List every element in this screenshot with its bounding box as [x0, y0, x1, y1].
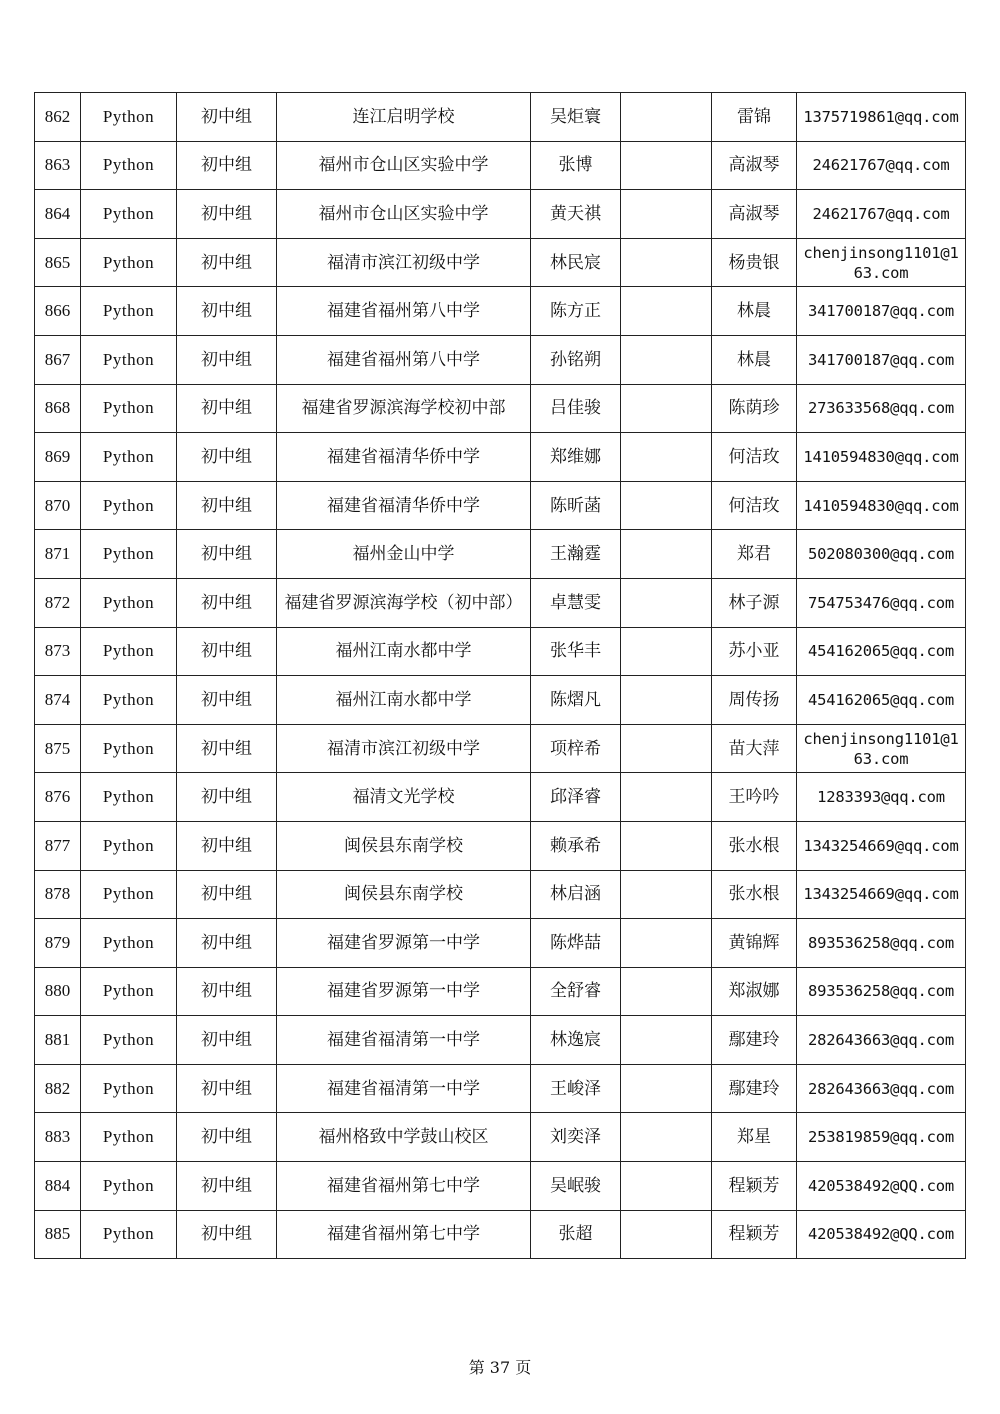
- teacher-cell: 周传扬: [712, 676, 797, 725]
- teacher-cell: 高淑琴: [712, 190, 797, 239]
- language-cell: Python: [81, 335, 177, 384]
- language-cell: Python: [81, 481, 177, 530]
- teacher-cell: 林子源: [712, 578, 797, 627]
- language-cell: Python: [81, 821, 177, 870]
- email-cell: 273633568@qq.com: [797, 384, 966, 433]
- language-cell: Python: [81, 1162, 177, 1211]
- entry-number-cell: 872: [35, 578, 81, 627]
- school-cell: 福建省福州第七中学: [277, 1162, 531, 1211]
- school-cell: 福建省罗源滨海学校初中部: [277, 384, 531, 433]
- email-cell: chenjinsong1101@163.com: [797, 724, 966, 773]
- entry-number-cell: 876: [35, 773, 81, 822]
- teacher-cell: 高淑琴: [712, 141, 797, 190]
- entry-number-cell: 871: [35, 530, 81, 579]
- email-cell: 502080300@qq.com: [797, 530, 966, 579]
- teacher-cell: 何洁玫: [712, 481, 797, 530]
- table-row: [35, 1064, 966, 1113]
- teacher-cell: 何洁玫: [712, 433, 797, 482]
- table-row: [35, 481, 966, 530]
- entry-number-cell: 873: [35, 627, 81, 676]
- group-cell: 初中组: [177, 287, 277, 336]
- blank-cell: [621, 238, 712, 287]
- table-row: [35, 335, 966, 384]
- student-cell: 陈烨喆: [531, 919, 621, 968]
- table-row: [35, 724, 966, 773]
- school-cell: 福州江南水都中学: [277, 676, 531, 725]
- blank-cell: [621, 481, 712, 530]
- school-cell: 福州格致中学鼓山校区: [277, 1113, 531, 1162]
- student-cell: 卓慧雯: [531, 578, 621, 627]
- teacher-cell: 苏小亚: [712, 627, 797, 676]
- group-cell: 初中组: [177, 335, 277, 384]
- table-row: [35, 433, 966, 482]
- group-cell: 初中组: [177, 967, 277, 1016]
- entry-number-cell: 863: [35, 141, 81, 190]
- group-cell: 初中组: [177, 919, 277, 968]
- table-row: [35, 141, 966, 190]
- blank-cell: [621, 1210, 712, 1259]
- blank-cell: [621, 578, 712, 627]
- school-cell: 福建省罗源滨海学校（初中部）: [277, 578, 531, 627]
- student-cell: 吴炬寰: [531, 93, 621, 142]
- student-cell: 吕佳骏: [531, 384, 621, 433]
- email-cell: 282643663@qq.com: [797, 1064, 966, 1113]
- student-cell: 林启涵: [531, 870, 621, 919]
- table-row: [35, 821, 966, 870]
- blank-cell: [621, 93, 712, 142]
- language-cell: Python: [81, 433, 177, 482]
- language-cell: Python: [81, 141, 177, 190]
- teacher-cell: 张水根: [712, 870, 797, 919]
- language-cell: Python: [81, 919, 177, 968]
- email-cell: 1343254669@qq.com: [797, 821, 966, 870]
- teacher-cell: 林晨: [712, 287, 797, 336]
- group-cell: 初中组: [177, 433, 277, 482]
- student-cell: 张超: [531, 1210, 621, 1259]
- blank-cell: [621, 1113, 712, 1162]
- table-row: [35, 190, 966, 239]
- table-row: [35, 870, 966, 919]
- language-cell: Python: [81, 384, 177, 433]
- group-cell: 初中组: [177, 1064, 277, 1113]
- student-cell: 郑维娜: [531, 433, 621, 482]
- entry-number-cell: 870: [35, 481, 81, 530]
- school-cell: 福州市仓山区实验中学: [277, 141, 531, 190]
- language-cell: Python: [81, 238, 177, 287]
- teacher-cell: 鄢建玲: [712, 1064, 797, 1113]
- entry-number-cell: 864: [35, 190, 81, 239]
- school-cell: 福建省福清华侨中学: [277, 433, 531, 482]
- group-cell: 初中组: [177, 627, 277, 676]
- group-cell: 初中组: [177, 821, 277, 870]
- group-cell: 初中组: [177, 190, 277, 239]
- blank-cell: [621, 967, 712, 1016]
- language-cell: Python: [81, 190, 177, 239]
- group-cell: 初中组: [177, 1210, 277, 1259]
- entry-number-cell: 879: [35, 919, 81, 968]
- language-cell: Python: [81, 773, 177, 822]
- entry-number-cell: 875: [35, 724, 81, 773]
- table-row: [35, 578, 966, 627]
- entry-number-cell: 883: [35, 1113, 81, 1162]
- teacher-cell: 林晨: [712, 335, 797, 384]
- teacher-cell: 程颖芳: [712, 1162, 797, 1211]
- entry-number-cell: 865: [35, 238, 81, 287]
- email-cell: 24621767@qq.com: [797, 141, 966, 190]
- email-cell: 341700187@qq.com: [797, 335, 966, 384]
- group-cell: 初中组: [177, 1113, 277, 1162]
- language-cell: Python: [81, 676, 177, 725]
- school-cell: 福建省福州第八中学: [277, 287, 531, 336]
- entry-number-cell: 881: [35, 1016, 81, 1065]
- entry-number-cell: 882: [35, 1064, 81, 1113]
- teacher-cell: 程颖芳: [712, 1210, 797, 1259]
- entry-number-cell: 867: [35, 335, 81, 384]
- teacher-cell: 郑君: [712, 530, 797, 579]
- teacher-cell: 张水根: [712, 821, 797, 870]
- student-cell: 黄天祺: [531, 190, 621, 239]
- table-body: [35, 93, 966, 1259]
- school-cell: 福州江南水都中学: [277, 627, 531, 676]
- table-row: [35, 627, 966, 676]
- teacher-cell: 黄锦辉: [712, 919, 797, 968]
- student-cell: 陈方正: [531, 287, 621, 336]
- blank-cell: [621, 773, 712, 822]
- teacher-cell: 鄢建玲: [712, 1016, 797, 1065]
- student-cell: 项梓希: [531, 724, 621, 773]
- school-cell: 福建省福清第一中学: [277, 1016, 531, 1065]
- blank-cell: [621, 335, 712, 384]
- school-cell: 闽侯县东南学校: [277, 870, 531, 919]
- blank-cell: [621, 287, 712, 336]
- school-cell: 连江启明学校: [277, 93, 531, 142]
- table-row: [35, 530, 966, 579]
- table-row: [35, 1016, 966, 1065]
- group-cell: 初中组: [177, 481, 277, 530]
- student-cell: 陈熠凡: [531, 676, 621, 725]
- language-cell: Python: [81, 967, 177, 1016]
- blank-cell: [621, 190, 712, 239]
- table-row: [35, 1113, 966, 1162]
- school-cell: 福建省福清第一中学: [277, 1064, 531, 1113]
- email-cell: chenjinsong1101@163.com: [797, 238, 966, 287]
- table-row: [35, 676, 966, 725]
- blank-cell: [621, 530, 712, 579]
- school-cell: 福清文光学校: [277, 773, 531, 822]
- group-cell: 初中组: [177, 578, 277, 627]
- language-cell: Python: [81, 1113, 177, 1162]
- group-cell: 初中组: [177, 384, 277, 433]
- school-cell: 福清市滨江初级中学: [277, 724, 531, 773]
- blank-cell: [621, 821, 712, 870]
- student-cell: 王峻泽: [531, 1064, 621, 1113]
- school-cell: 福州金山中学: [277, 530, 531, 579]
- blank-cell: [621, 676, 712, 725]
- entry-number-cell: 862: [35, 93, 81, 142]
- entry-number-cell: 880: [35, 967, 81, 1016]
- entry-number-cell: 878: [35, 870, 81, 919]
- student-cell: 陈昕菡: [531, 481, 621, 530]
- table-row: [35, 93, 966, 142]
- entry-number-cell: 874: [35, 676, 81, 725]
- email-cell: 454162065@qq.com: [797, 676, 966, 725]
- group-cell: 初中组: [177, 724, 277, 773]
- blank-cell: [621, 870, 712, 919]
- email-cell: 1283393@qq.com: [797, 773, 966, 822]
- entry-number-cell: 869: [35, 433, 81, 482]
- entry-number-cell: 866: [35, 287, 81, 336]
- language-cell: Python: [81, 627, 177, 676]
- group-cell: 初中组: [177, 870, 277, 919]
- student-cell: 张华丰: [531, 627, 621, 676]
- language-cell: Python: [81, 530, 177, 579]
- student-cell: 孙铭朔: [531, 335, 621, 384]
- email-cell: 1343254669@qq.com: [797, 870, 966, 919]
- student-cell: 刘奕泽: [531, 1113, 621, 1162]
- table-row: [35, 967, 966, 1016]
- entry-number-cell: 885: [35, 1210, 81, 1259]
- email-cell: 282643663@qq.com: [797, 1016, 966, 1065]
- school-cell: 福建省罗源第一中学: [277, 967, 531, 1016]
- blank-cell: [621, 384, 712, 433]
- group-cell: 初中组: [177, 1016, 277, 1065]
- group-cell: 初中组: [177, 238, 277, 287]
- blank-cell: [621, 141, 712, 190]
- teacher-cell: 郑星: [712, 1113, 797, 1162]
- entry-number-cell: 877: [35, 821, 81, 870]
- student-cell: 林民宸: [531, 238, 621, 287]
- table-row: [35, 919, 966, 968]
- student-cell: 全舒睿: [531, 967, 621, 1016]
- student-cell: 林逸宸: [531, 1016, 621, 1065]
- email-cell: 341700187@qq.com: [797, 287, 966, 336]
- teacher-cell: 杨贵银: [712, 238, 797, 287]
- group-cell: 初中组: [177, 773, 277, 822]
- student-cell: 张博: [531, 141, 621, 190]
- blank-cell: [621, 1016, 712, 1065]
- language-cell: Python: [81, 724, 177, 773]
- teacher-cell: 王吟吟: [712, 773, 797, 822]
- table-row: [35, 287, 966, 336]
- blank-cell: [621, 1162, 712, 1211]
- email-cell: 454162065@qq.com: [797, 627, 966, 676]
- email-cell: 420538492@QQ.com: [797, 1210, 966, 1259]
- school-cell: 福清市滨江初级中学: [277, 238, 531, 287]
- language-cell: Python: [81, 578, 177, 627]
- group-cell: 初中组: [177, 141, 277, 190]
- email-cell: 24621767@qq.com: [797, 190, 966, 239]
- results-table: [34, 92, 966, 1259]
- email-cell: 893536258@qq.com: [797, 919, 966, 968]
- entry-number-cell: 884: [35, 1162, 81, 1211]
- group-cell: 初中组: [177, 530, 277, 579]
- table-row: [35, 1162, 966, 1211]
- school-cell: 福建省福州第七中学: [277, 1210, 531, 1259]
- email-cell: 893536258@qq.com: [797, 967, 966, 1016]
- student-cell: 吴岷骏: [531, 1162, 621, 1211]
- language-cell: Python: [81, 287, 177, 336]
- school-cell: 福建省罗源第一中学: [277, 919, 531, 968]
- table-row: [35, 1210, 966, 1259]
- group-cell: 初中组: [177, 676, 277, 725]
- table-row: [35, 773, 966, 822]
- student-cell: 赖承希: [531, 821, 621, 870]
- teacher-cell: 苗大萍: [712, 724, 797, 773]
- table-row: [35, 384, 966, 433]
- email-cell: 1410594830@qq.com: [797, 481, 966, 530]
- email-cell: 420538492@QQ.com: [797, 1162, 966, 1211]
- language-cell: Python: [81, 870, 177, 919]
- page-number: 第 37 页: [468, 1358, 532, 1377]
- entry-number-cell: 868: [35, 384, 81, 433]
- group-cell: 初中组: [177, 1162, 277, 1211]
- teacher-cell: 雷锦: [712, 93, 797, 142]
- blank-cell: [621, 627, 712, 676]
- teacher-cell: 陈荫珍: [712, 384, 797, 433]
- email-cell: 1410594830@qq.com: [797, 433, 966, 482]
- school-cell: 福建省福州第八中学: [277, 335, 531, 384]
- group-cell: 初中组: [177, 93, 277, 142]
- school-cell: 福州市仓山区实验中学: [277, 190, 531, 239]
- school-cell: 福建省福清华侨中学: [277, 481, 531, 530]
- email-cell: 754753476@qq.com: [797, 578, 966, 627]
- email-cell: 253819859@qq.com: [797, 1113, 966, 1162]
- language-cell: Python: [81, 1064, 177, 1113]
- school-cell: 闽侯县东南学校: [277, 821, 531, 870]
- language-cell: Python: [81, 1016, 177, 1065]
- email-cell: 1375719861@qq.com: [797, 93, 966, 142]
- blank-cell: [621, 433, 712, 482]
- language-cell: Python: [81, 1210, 177, 1259]
- student-cell: 王瀚霆: [531, 530, 621, 579]
- blank-cell: [621, 724, 712, 773]
- student-cell: 邱泽睿: [531, 773, 621, 822]
- blank-cell: [621, 1064, 712, 1113]
- table-row: [35, 238, 966, 287]
- language-cell: Python: [81, 93, 177, 142]
- blank-cell: [621, 919, 712, 968]
- teacher-cell: 郑淑娜: [712, 967, 797, 1016]
